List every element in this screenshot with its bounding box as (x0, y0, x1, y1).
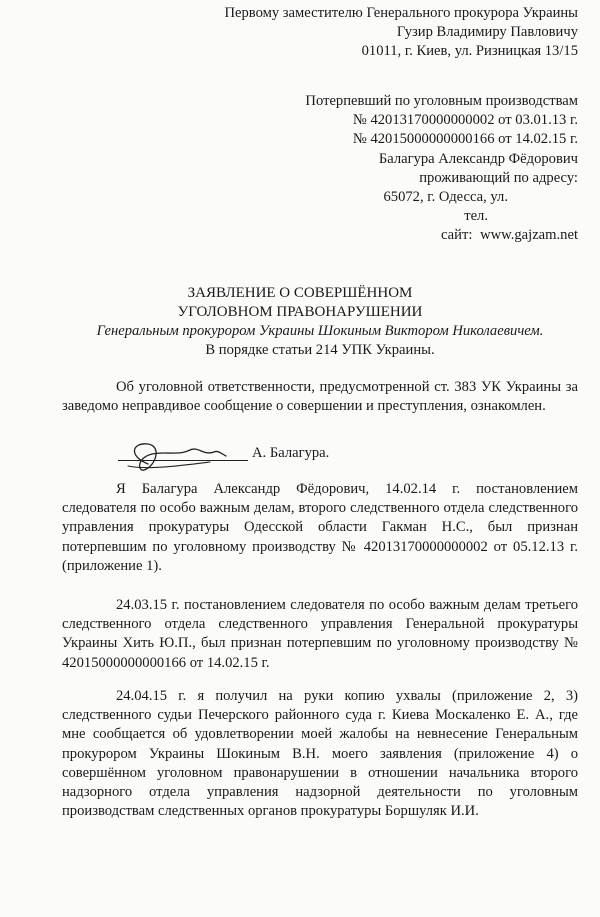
applicant-residing-label: проживающий по адресу: (419, 169, 578, 186)
addressee-address: 01011, г. Киев, ул. Ризницкая 13/15 (361, 43, 578, 60)
acknowledgement-paragraph: Об уголовной ответственности, предусмотренной ст. 383 УК Украины за заведомо неправдивое сообщение о совершении и преступления, ознакомлен. (62, 379, 578, 415)
applicant-phone-label: тел. (464, 208, 488, 225)
paragraph-2: 24.03.15 г. постановлением следователя по особо важным делам третьего следственного отдела следственного управления Генеральной прокуратуры Украины Хить Ю.П., был признан потерпевшим по уголовному производству № 42015000000000166 от 14.02.15 г. (62, 597, 578, 671)
document-subtitle (40, 322, 600, 360)
addressee-name: Гузир Владимиру Павловичу (396, 24, 578, 41)
applicant-name: Балагура Александр Фёдорович (378, 150, 578, 167)
applicant-status: Потерпевший по уголовным производствам (305, 93, 578, 109)
paragraph-1: Я Балагура Александр Фёдорович, 14.02.14 г. постановлением следователя по особо важным делам, второго следственного отдела следственного управления прокуратуры Одесской области Гакман Н.С., был признан потерпевшим по уголовному производству № 42013170000000002 от 05.12.13 г. (приложение 1). (62, 481, 578, 574)
applicant-address: 65072, г. Одесса, ул. (383, 188, 508, 205)
subtitle-line-1: Генеральным прокурором Украины Шокиным Виктором Николаевичем. (96, 323, 544, 339)
case-number-1: № 42013170000000002 от 03.01.13 г. (352, 112, 578, 129)
applicant-site (305, 226, 578, 245)
title-line-1: ЗАЯВЛЕНИЕ О СОВЕРШЁННОМ (187, 285, 413, 301)
applicant-block (305, 92, 578, 246)
site-label: сайт: (441, 227, 473, 244)
paragraph-3: 24.04.15 г. я получил на руки копию ухвалы (приложение 2, 3) следственного судьи Печерского районного суда г. Киева Москаленко Е. А., где мне сообщается об удовлетворении моей жалобы на невнесение Генеральным прокурором Украины Шокиным В.Н. моего заявления (приложение 4) о совершённом уголовном правонарушении в отношении начальника второго надзорного отдела управления надзорной деятельности по уголовным производствам следственных органов прокуратуры Боршуляк И.И. (62, 688, 578, 820)
addressee-block (224, 4, 578, 62)
case-number-2: № 42015000000000166 от 14.02.15 г. (352, 131, 578, 148)
signature-line (118, 446, 248, 461)
site-value: www.gajzam.net (480, 227, 578, 244)
title-line-2: УГОЛОВНОМ ПРАВОНАРУШЕНИИ (177, 304, 423, 321)
signature-name: А. Балагура. (252, 445, 330, 461)
subtitle-line-2: В порядке статьи 214 УПК Украины. (205, 342, 435, 359)
document-title (0, 284, 600, 322)
addressee-position: Первому заместителю Генерального прокурора Украины (224, 5, 578, 21)
